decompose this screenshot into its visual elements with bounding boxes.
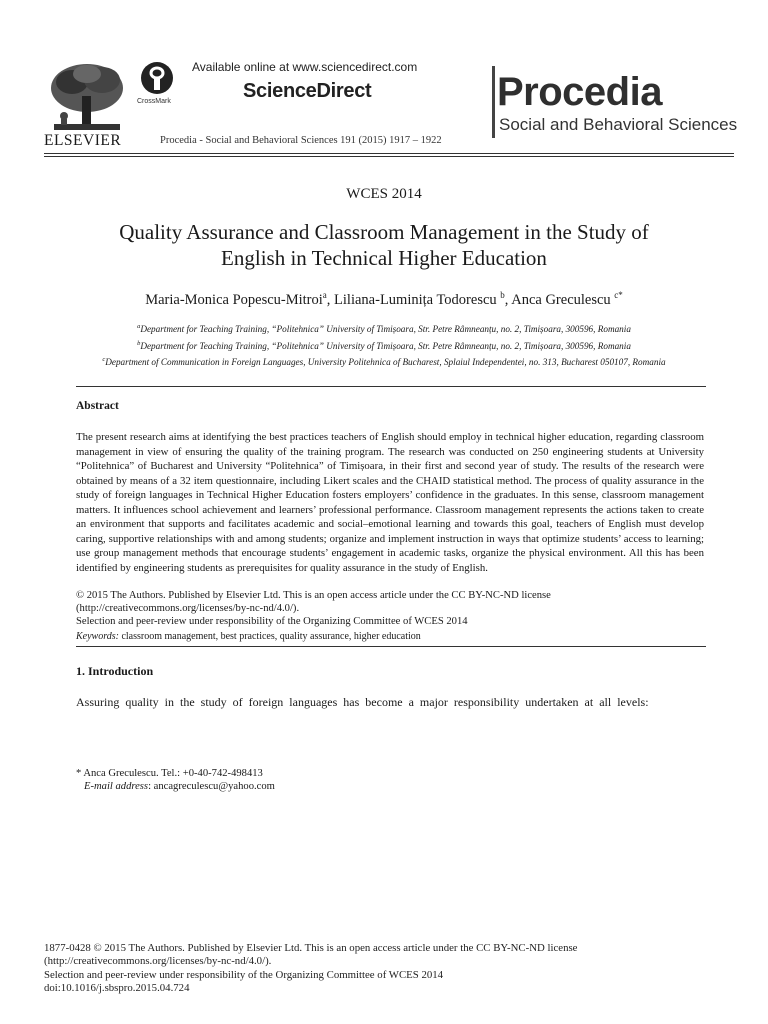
email-address[interactable]: : ancagreculescu@yahoo.com bbox=[148, 781, 275, 792]
title-line: Quality Assurance and Classroom Management in the Study of bbox=[119, 220, 649, 244]
title-line: English in Technical Higher Education bbox=[221, 246, 547, 270]
header-rule bbox=[44, 156, 734, 157]
author-name: Maria-Monica Popescu-Mitroi bbox=[145, 291, 323, 308]
introduction-heading: 1. Introduction bbox=[76, 664, 154, 678]
license-link[interactable]: (http://creativecommons.org/licenses/by-nc-nd/4.0/). bbox=[76, 603, 300, 614]
corresponding-author-note: * Anca Greculescu. Tel.: +0-40-742-498413 bbox=[76, 768, 263, 779]
author-sup: a bbox=[322, 290, 327, 300]
affiliation: $^b$Department for Teaching Training, “Politehnica” University of Timișoara, Str. Petre Râmneanțu, no. 2, Timișoara, 300596, Romania bbox=[137, 339, 631, 351]
author-list: Maria-Monica Popescu-Mitroi$^a$, Liliana-Luminița Todorescu $^b$, Anca Greculescu $^{c*}$ bbox=[145, 290, 623, 308]
footer-doi[interactable]: doi:10.1016/j.sbspro.2015.04.724 bbox=[44, 982, 190, 995]
crossmark-label: CrossMark bbox=[137, 98, 171, 105]
footer-license-link[interactable]: (http://creativecommons.org/licenses/by-nc-nd/4.0/). bbox=[44, 955, 272, 968]
license-text: © 2015 The Authors. Published by Elsevier Ltd. This is an open access article under the CC BY-NC-ND license bbox=[76, 590, 551, 601]
affiliation: $^c$Department of Communication in Foreign Languages, University Politehnica of Bucharest, Splaiul Independentei, no. 313, Bucharest 050107, Romania bbox=[102, 356, 666, 368]
keywords-label: Keywords: bbox=[76, 631, 119, 642]
procedia-logo: Procedia bbox=[497, 70, 662, 114]
email-label: E-mail address bbox=[84, 781, 149, 792]
introduction-body: Assuring quality in the study of foreign languages has become a major responsibility undertaken at all levels: bbox=[76, 695, 649, 709]
keywords-list: classroom management, best practices, quality assurance, higher education bbox=[118, 631, 421, 642]
author-name: Liliana-Luminița Todorescu bbox=[334, 291, 497, 308]
abstract-body: The present research aims at identifying the best practices teachers of English should employ in technical higher education, regarding classroom management in view of ensuring the quality of the training program. The research was conducted on 250 engineering students at University “Politehnica” of Bucharest and University “Politehnica” of Timișoara, in their first and second year of study. The results of the research were obtained by means of a 32 item questionnaire, including Likert scales and the CHAID statistical method. The process of quality assurance in the study of foreign languages in Technical Higher Education fosters employers’ confidence in the graduates. In this sense, classroom management matters. It influences school achievement and learners’ professional performance. Classroom management represents the actions taken to create an environment that supports and facilitates academic and social–emotional learning and towards this goal, teachers of English must develop caring, supportive relationships with and among students; organize and implement instruction in ways that optimize students’ access to learning; use group management methods that encourage students’ engagement in academic tasks, organize the physical environment. All this has been identified by engineering students as prerequisites for quality assurance in the study of English. bbox=[76, 431, 704, 574]
author-name: Anca Greculescu bbox=[511, 291, 611, 308]
available-online-text: Available online at www.sciencedirect.com bbox=[192, 60, 418, 74]
email-note bbox=[84, 781, 275, 792]
procedia-divider bbox=[492, 66, 495, 138]
sciencedirect-logo[interactable]: ScienceDirect bbox=[243, 80, 372, 102]
author-sup: c* bbox=[614, 290, 623, 300]
section-rule bbox=[76, 646, 706, 647]
author-sup: b bbox=[500, 290, 505, 300]
procedia-subtitle: Social and Behavioral Sciences bbox=[499, 115, 738, 134]
abstract-heading: Abstract bbox=[76, 400, 119, 412]
page-footer bbox=[44, 942, 577, 996]
journal-citation: Procedia - Social and Behavioral Sciences 191 (2015) 1917 – 1922 bbox=[160, 135, 442, 146]
keywords bbox=[76, 631, 421, 642]
footer-license: 1877-0428 © 2015 The Authors. Published by Elsevier Ltd. This is an open access article under the CC BY-NC-ND license bbox=[44, 942, 578, 954]
peer-review-text: Selection and peer-review under responsibility of the Organizing Committee of WCES 2014 bbox=[76, 616, 468, 627]
header-rule bbox=[44, 153, 734, 154]
elsevier-wordmark: ELSEVIER bbox=[44, 132, 122, 149]
affiliation: $^a$Department for Teaching Training, “Politehnica” University of Timișoara, Str. Petre Râmneanțu, no. 2, Timișoara, 300596, Romania bbox=[137, 323, 631, 335]
section-rule bbox=[76, 386, 706, 387]
crossmark-icon[interactable] bbox=[141, 62, 173, 94]
paper-title bbox=[60, 219, 708, 271]
conference-name: WCES 2014 bbox=[346, 186, 422, 202]
affiliations bbox=[70, 320, 698, 370]
footer-peer-review: Selection and peer-review under responsibility of the Organizing Committee of WCES 2014 bbox=[44, 968, 444, 981]
